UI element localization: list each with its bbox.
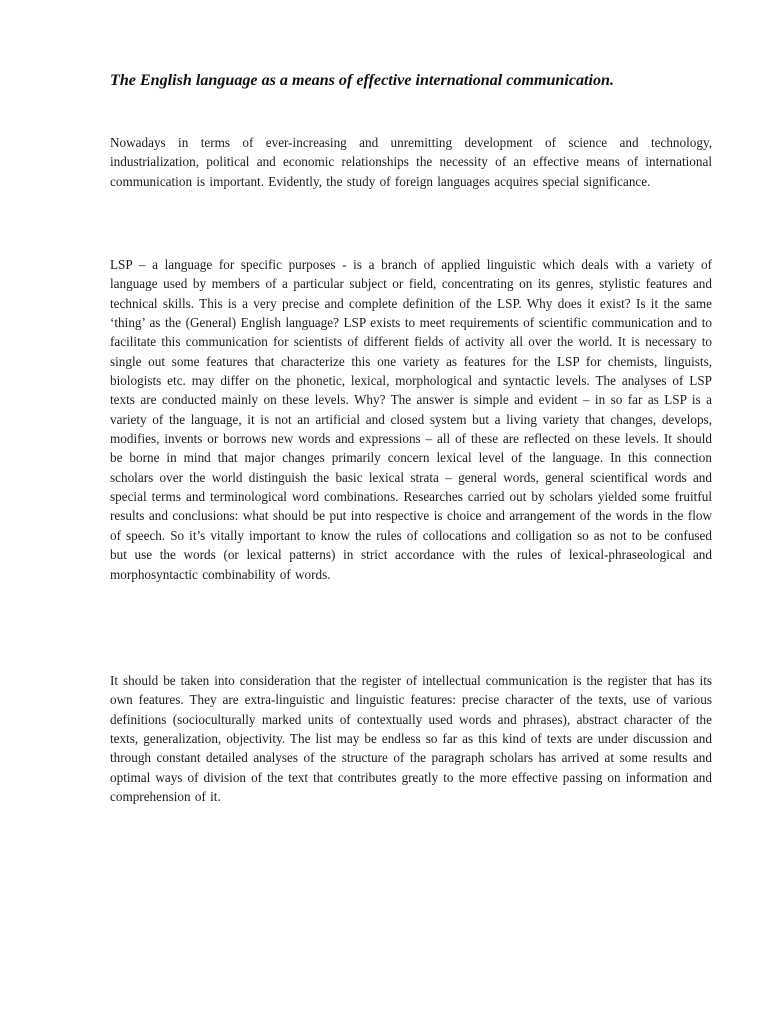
document-title: The English language as a means of effective international communication. [110,72,615,89]
paragraph-introduction: Nowadays in terms of ever-increasing and unremitting development of science and technology, industrialization, political and economic relationships the necessity of an effective means of international communication is important. Evidently, the study of foreign languages acquires special significance. [110,135,712,189]
paragraph-lsp-definition: LSP – a language for specific purposes - is a branch of applied linguistic which deals with a variety of language used by members of a particular subject or field, concentrating on its genres, stylistic features and technical skills. This is a very precise and complete definition of the LSP. Why does it exist? Is it the same ‘thing’ as the (General) English language? LSP exists to meet requirements of scientific communication and to facilitate this communication for scientists of different fields of activity all over the world. It is necessary to single out some features that characterize this one variety as features for the LSP for chemists, linguists, biologists etc. may differ on the phonetic, lexical, morphological and syntactic levels. The analyses of LSP texts are conducted mainly on these levels. Why? The answer is simple and evident – in so far as LSP is a variety of the language, it is not an artificial and closed system but a living variety that changes, develops, modifies, invents or borrows new words and expressions – all of these are reflected on these levels. It should be borne in mind that major changes primarily concern lexical level of the language. In this connection scholars over the world distinguish the basic lexical strata – general words, general scientifical words and special terms and terminological word combinations. Researches carried out by scholars yielded some fruitful results and conclusions: what should be put into respective is choice and arrangement of the words in the flow of speech. So it’s vitally important to know the rules of collocations and colligation so as not to be confused but use the words (or lexical patterns) in strict accordance with the rules of lexical-phraseological and morphosyntactic combinability of words. [110,257,712,582]
paragraph-intellectual-register: It should be taken into consideration that the register of intellectual communication is the register that has its own features. They are extra-linguistic and linguistic features: precise character of the texts, use of various definitions (socioculturally marked units of contextually used words and phrases), abstract character of the texts, generalization, objectivity. The list may be endless so far as this kind of texts are under discussion and through constant detailed analyses of the structure of the paragraph scholars has arrived at some results and optimal ways of division of the text that contributes greatly to the more effective passing on information and comprehension of it. [110,673,712,805]
